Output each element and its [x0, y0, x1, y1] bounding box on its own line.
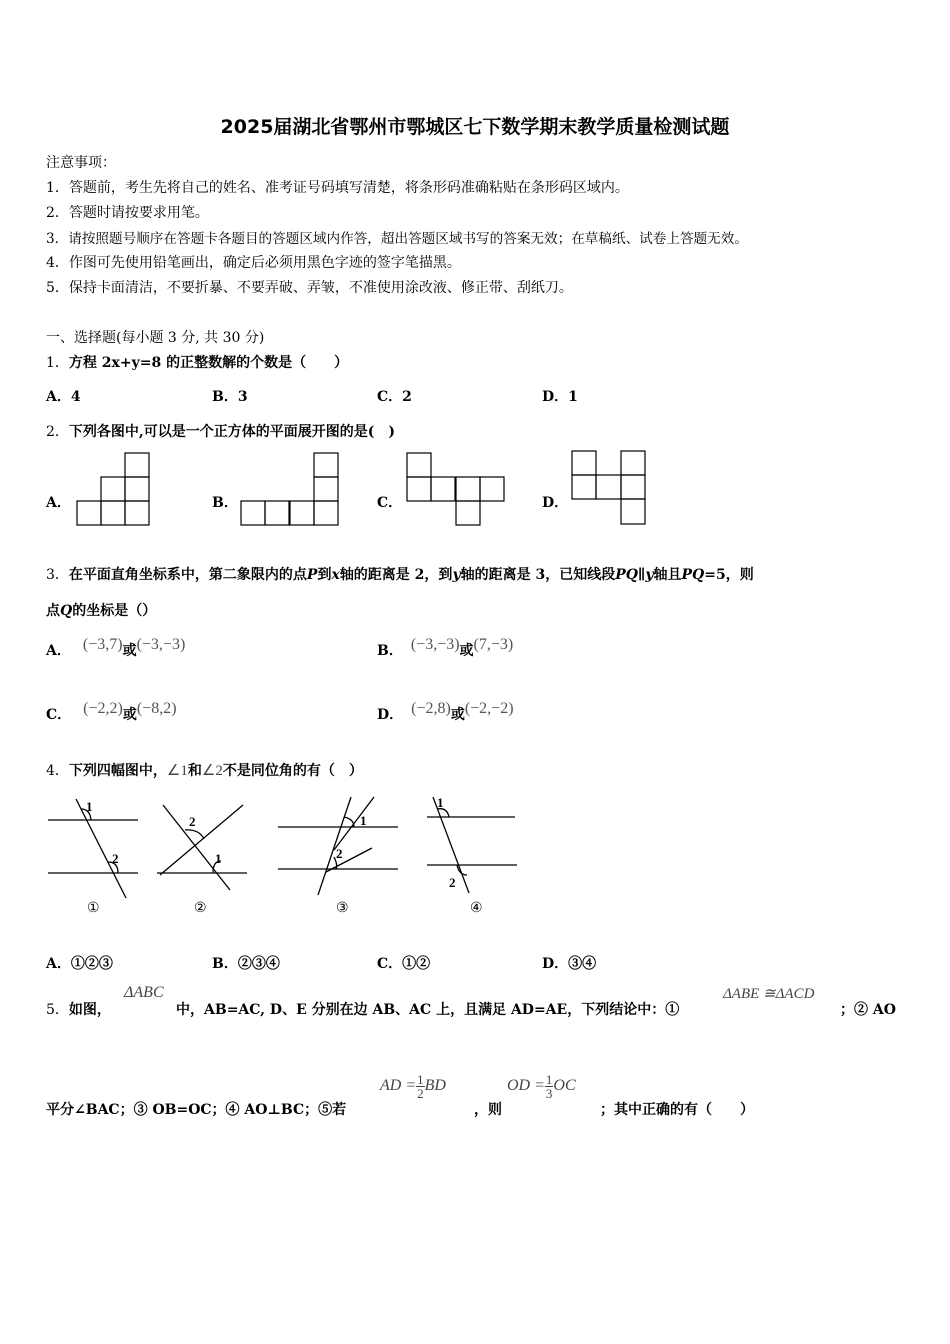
q1-option-c[interactable]: C．2 — [377, 389, 412, 405]
q5-triangle: ΔABC — [124, 984, 164, 1001]
question-2 — [46, 421, 395, 441]
question-1-number: 1． — [46, 355, 69, 371]
notice-item-2: 2．答题时请按要求用笔。 — [46, 205, 209, 221]
notice-item-5: 5．保持卡面清洁，不要折暴、不要弄破、弄皱，不准使用涂改液、修正带、刮纸刀。 — [46, 280, 573, 296]
question-4-number: 4． — [46, 763, 69, 779]
q4-figure-3 — [276, 795, 406, 900]
q2-net-b — [240, 452, 340, 526]
q4-figure-4 — [425, 795, 525, 900]
question-3-line-2: 点Q的坐标是（） — [46, 603, 157, 619]
q4-option-d[interactable]: D．③④ — [542, 956, 597, 972]
q2-net-c — [406, 452, 506, 526]
q5-congruence: ΔABE ≅ΔACD — [723, 986, 815, 1002]
fig4-mark-2: 2 — [449, 875, 456, 890]
q4-figure-label-2: ② — [194, 900, 207, 916]
q4-option-b[interactable]: B．②③④ — [212, 956, 280, 972]
question-5-text: 中，AB=AC, D、E 分别在边 AB、AC 上，且满足 AD=AE，下列结论中：① — [176, 1002, 680, 1018]
q4-figure-label-3: ③ — [336, 900, 349, 916]
q4-option-a[interactable]: A．①②③ — [46, 956, 113, 972]
question-2-text: 下列各图中,可以是一个正方体的平面展开图的是( ) — [68, 424, 396, 440]
q2-option-d[interactable]: D． — [542, 495, 569, 511]
q2-option-a[interactable]: A． — [46, 495, 71, 511]
q3-option-a[interactable]: A． (−3,7)或(−3,−3) — [46, 636, 186, 659]
fig1-mark-1: 1 — [86, 799, 93, 814]
notice-item-1: 1．答题前，考生先将自己的姓名、准考证号码填写清楚，将条形码准确粘贴在条形码区域内。 — [46, 180, 629, 196]
q4-figure-1 — [46, 795, 141, 900]
section-heading: 一、选择题(每小题 3 分, 共 30 分) — [46, 330, 265, 346]
q2-option-c[interactable]: C． — [377, 495, 403, 511]
question-2-number: 2． — [46, 424, 69, 440]
q4-figure-label-4: ④ — [470, 900, 483, 916]
q1-option-d[interactable]: D．1 — [542, 389, 578, 405]
q1-option-a[interactable]: A．4 — [46, 389, 81, 405]
fig3-mark-2: 2 — [336, 846, 343, 861]
page-title: 2025届湖北省鄂州市鄂城区七下数学期末教学质量检测试题 — [220, 116, 730, 138]
q1-option-b[interactable]: B．3 — [212, 389, 248, 405]
q2-net-a — [76, 452, 152, 526]
question-5-text-c: ；② AO — [840, 1002, 896, 1018]
q5-od-equation: OD = $\frac{1}{3}$ OC — [507, 1072, 576, 1101]
fig3-mark-1: 1 — [360, 813, 367, 828]
question-1 — [46, 352, 348, 372]
fig1-mark-2: 2 — [112, 851, 119, 866]
question-5-text-then: ，则 — [474, 1102, 502, 1118]
question-5-text-end: ；其中正确的有（ ） — [600, 1102, 754, 1118]
q2-net-d — [571, 450, 648, 526]
fig2-mark-2: 2 — [189, 814, 196, 829]
q3-option-d[interactable]: D． (−2,8)或(−2,−2) — [377, 700, 514, 723]
q4-figure-label-1: ① — [87, 900, 100, 916]
question-3-line-1: 3．在平面直角坐标系中，第二象限内的点P到x轴的距离是 2，到y轴的距离是 3，已知线段PQ∥y轴且PQ=5，则 — [46, 567, 754, 583]
question-4: 4．下列四幅图中，∠1和∠2不是同位角的有（ ） — [46, 763, 363, 779]
question-5-line-2: 平分∠BAC；③ OB=OC；④ AO⊥BC；⑤若 — [46, 1102, 347, 1118]
q4-figure-2 — [155, 795, 250, 900]
q3-option-b[interactable]: B． (−3,−3)或(7,−3) — [377, 636, 514, 659]
question-5-number: 5． — [46, 1002, 69, 1018]
q5-ad-equation: AD = $\frac{1}{2}$ BD — [380, 1072, 446, 1101]
question-3-number: 3． — [46, 567, 69, 583]
question-1-text: 方程 2x+y=8 的正整数解的个数是（ ） — [68, 355, 349, 371]
notice-item-4: 4．作图可先使用铅笔画出，确定后必须用黑色字迹的签字笔描黑。 — [46, 255, 461, 271]
notice-item-3: 3．请按照题号顺序在答题卡各题目的答题区域内作答，超出答题区域书写的答案无效；在草稿纸、试卷上答题无效。 — [46, 231, 748, 247]
question-5-line-1: 5．如图， — [46, 1002, 111, 1018]
fig2-mark-1: 1 — [215, 851, 222, 866]
q3-option-c[interactable]: C． (−2,2)或(−8,2) — [46, 700, 177, 723]
q2-option-b[interactable]: B． — [212, 495, 238, 511]
fig4-mark-1: 1 — [437, 795, 444, 810]
q4-option-c[interactable]: C．①② — [377, 956, 431, 972]
notice-heading: 注意事项： — [46, 155, 116, 171]
